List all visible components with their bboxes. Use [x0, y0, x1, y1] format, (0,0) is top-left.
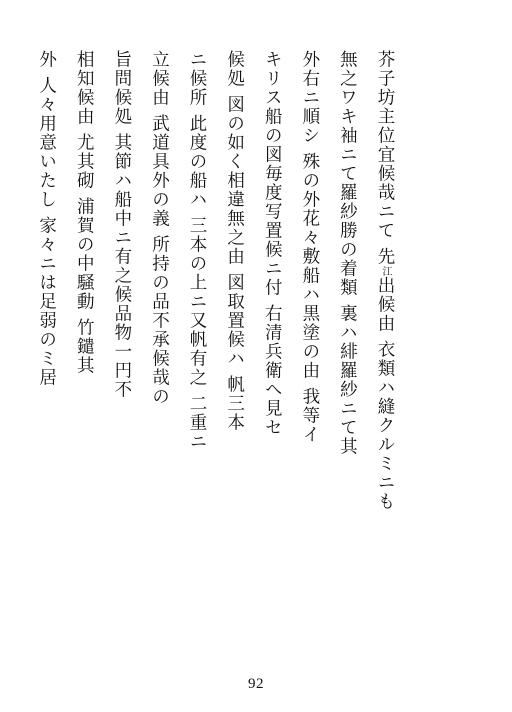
text-column-1	[365, 50, 404, 610]
vertical-text-body	[27, 50, 404, 610]
text-column-2: 無之ワキ袖ニて羅紗勝の着類 裏ハ緋羅紗ニて其	[337, 50, 358, 457]
text-column-4: キリス船の図毎度写置候ニ付 右清兵衛へ見セ	[262, 50, 283, 438]
text-column-6: ニ候所 此度の船ハ 三本の上ニ又帆有之 二重ニ	[187, 50, 208, 452]
page-number: 92	[248, 676, 264, 692]
text-column-8: 旨問候処 其節ハ船中ニ有之候品物一円不	[111, 50, 132, 400]
text-column-7: 立候由 武道具外の義 所持の品不承候哉の	[149, 50, 170, 407]
text-column-3: 外右ニ順シ 殊の外花々敷船ハ黒塗の由 我等イ	[299, 50, 320, 445]
text-column-1-head: 芥子坊主位宜候哉ニて 先	[375, 50, 395, 267]
ruby-annotation: 江	[380, 266, 391, 277]
text-column-5: 候処 図の如く相違無之由 図取置候ハ 帆三本	[224, 50, 245, 433]
text-column-10: 外 人々用意いたし 家々ニは足弱のミ居	[36, 50, 57, 388]
text-column-9: 相知候由 尤其砌 浦賀の中騒動 竹鑓其	[74, 50, 95, 376]
text-column-1-tail: 出候由 衣類ハ縫クルミニも	[375, 276, 395, 512]
